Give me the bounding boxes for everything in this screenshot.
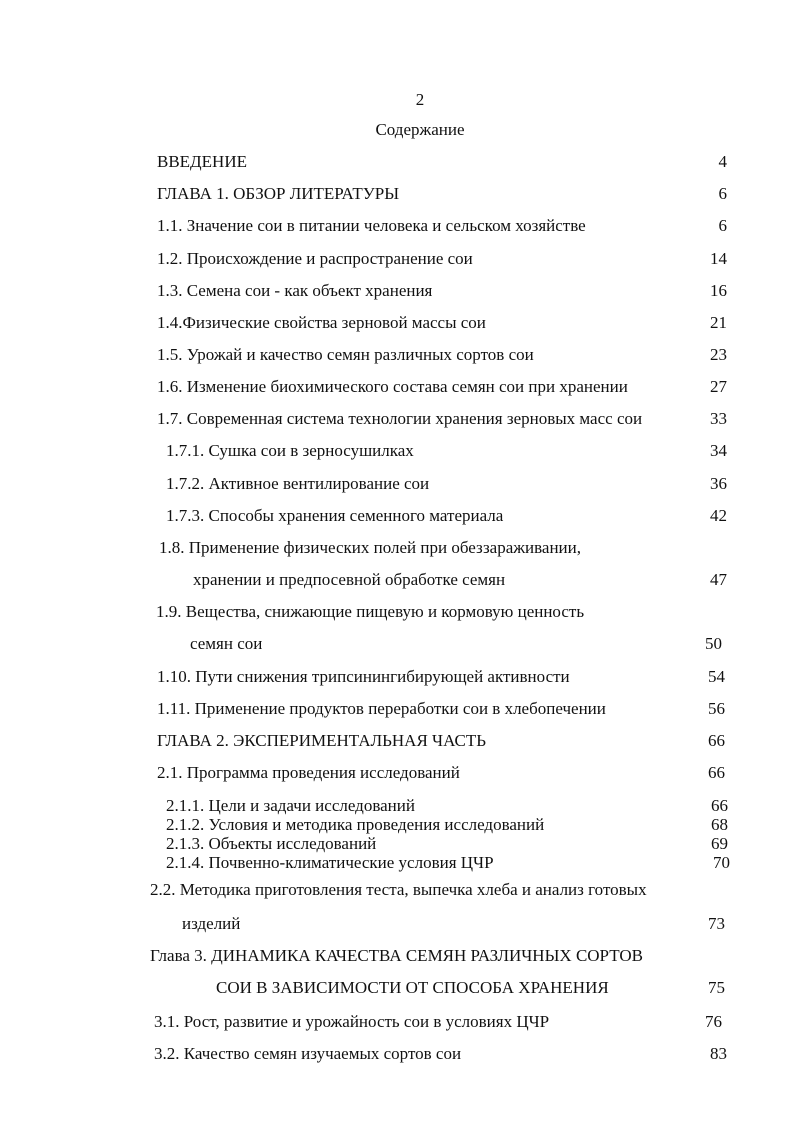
toc-entry-page: 66 — [708, 731, 725, 750]
toc-entry-page: 50 — [705, 634, 722, 653]
toc-entry-title: 1.11. Применение продуктов переработки сои в хлебопечении — [157, 699, 606, 718]
toc-entry-title: 1.3. Семена сои - как объект хранения — [157, 281, 433, 300]
toc-entry-page: 42 — [710, 506, 727, 525]
toc-entry-title: 1.5. Урожай и качество семян различных сортов сои — [157, 345, 534, 364]
toc-entry-page: 4 — [718, 152, 727, 171]
toc-entry-page: 36 — [710, 474, 727, 493]
toc-entry-title: ГЛАВА 1. ОБЗОР ЛИТЕРАТУРЫ — [157, 184, 400, 203]
toc-entry-page: 66 — [711, 796, 728, 815]
toc-entry-title: 1.4.Физические свойства зерновой массы сои — [157, 313, 486, 332]
page-number: 2 — [415, 90, 425, 109]
toc-entry-title: 2.1.2. Условия и методика проведения исследований — [166, 815, 545, 834]
toc-entry-title: 1.7.3. Способы хранения семенного материала — [166, 506, 504, 525]
toc-entry-title: 1.8. Применение физических полей при обеззараживании, — [159, 538, 581, 557]
toc-entry-title: 1.9. Вещества, снижающие пищевую и кормовую ценность — [156, 602, 585, 621]
toc-entry-title: 2.1.4. Почвенно-климатические условия ЦЧР — [166, 853, 494, 872]
toc-entry-page: 54 — [708, 667, 725, 686]
toc-entry-title: 2.1.1. Цели и задачи исследований — [166, 796, 415, 815]
toc-entry-page: 6 — [718, 184, 727, 203]
toc-entry-page: 69 — [711, 834, 728, 853]
toc-entry-title: семян сои — [190, 634, 263, 653]
page-title: Содержание — [375, 120, 465, 139]
toc-entry-title: СОИ В ЗАВИСИМОСТИ ОТ СПОСОБА ХРАНЕНИЯ — [216, 978, 609, 997]
toc-entry-title: Глава 3. ДИНАМИКА КАЧЕСТВА СЕМЯН РАЗЛИЧНЫХ СОРТОВ — [150, 946, 643, 965]
toc-entry-page: 6 — [718, 216, 727, 235]
toc-entry-page: 27 — [710, 377, 727, 396]
toc-entry-title: 2.1. Программа проведения исследований — [157, 763, 460, 782]
toc-entry-title: изделий — [182, 914, 241, 933]
toc-entry-title: 1.7.1. Сушка сои в зерносушилках — [166, 441, 414, 460]
toc-entry-title: 2.2. Методика приготовления теста, выпечка хлеба и анализ готовых — [150, 880, 647, 899]
toc-entry-page: 66 — [708, 763, 725, 782]
toc-entry-page: 47 — [710, 570, 727, 589]
toc-entry-title: 1.7. Современная система технологии хранения зерновых масс сои — [157, 409, 643, 428]
toc-entry-page: 33 — [710, 409, 727, 428]
toc-entry-title: 1.2. Происхождение и распространение сои — [157, 249, 473, 268]
toc-entry-title: 1.6. Изменение биохимического состава семян сои при хранении — [157, 377, 628, 396]
toc-entry-title: ГЛАВА 2. ЭКСПЕРИМЕНТАЛЬНАЯ ЧАСТЬ — [157, 731, 487, 750]
toc-entry-title: 3.2. Качество семян изучаемых сортов сои — [154, 1044, 462, 1063]
toc-entry-title: ВВЕДЕНИЕ — [157, 152, 247, 171]
toc-entry-title: 1.10. Пути снижения трипсинингибирующей активности — [157, 667, 570, 686]
toc-entry-page: 73 — [708, 914, 725, 933]
toc-entry-page: 70 — [713, 853, 730, 872]
toc-entry-page: 16 — [710, 281, 727, 300]
toc-entry-page: 83 — [710, 1044, 727, 1063]
toc-entry-page: 23 — [710, 345, 727, 364]
toc-entry-title: 2.1.3. Объекты исследований — [166, 834, 377, 853]
toc-entry-page: 76 — [705, 1012, 722, 1031]
toc-entry-title: хранении и предпосевной обработке семян — [193, 570, 506, 589]
toc-entry-title: 1.7.2. Активное вентилирование сои — [166, 474, 430, 493]
toc-entry-title: 1.1. Значение сои в питании человека и сельском хозяйстве — [157, 216, 586, 235]
toc-entry-page: 56 — [708, 699, 725, 718]
toc-entry-title: 3.1. Рост, развитие и урожайность сои в условиях ЦЧР — [154, 1012, 550, 1031]
toc-entry-page: 14 — [710, 249, 727, 268]
toc-entry-page: 34 — [710, 441, 727, 460]
toc-entry-page: 68 — [711, 815, 728, 834]
toc-entry-page: 21 — [710, 313, 727, 332]
toc-entry-page: 75 — [708, 978, 725, 997]
